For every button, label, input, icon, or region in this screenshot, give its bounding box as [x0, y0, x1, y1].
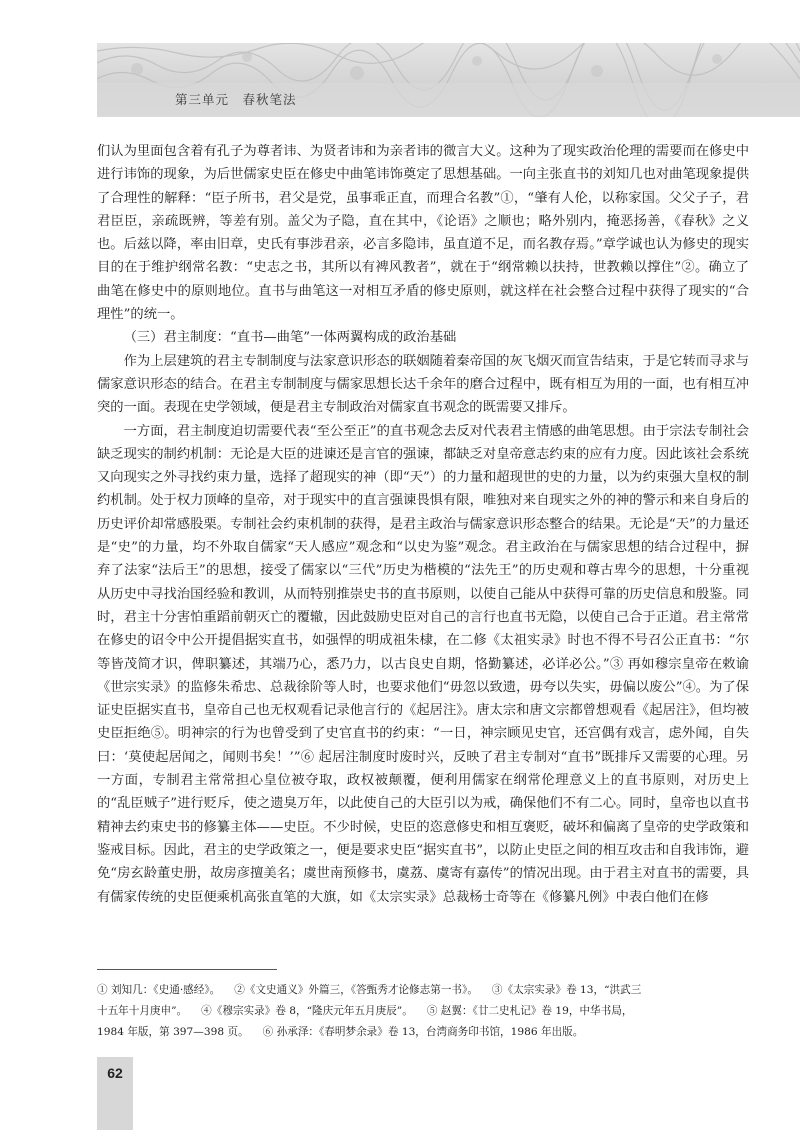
paragraph-3: 一方面，君主制度迫切需要代表“至公至正”的直书观念去反对代表君主情感的曲笔思想。由于宗法专制社会缺乏现实的制约机制：无论是大臣的进谏还是言官的强谏，都缺乏对皇帝意志约束的应有力度。因此该社会系统又向现实之外寻找约束力量，选择了超现实的神（即“天”）的力量和超现世的史的力量，以为约束强大皇权的制约机制。处于权力顶峰的皇帝，对于现实中的直言强谏畏惧有限，唯独对来自现实之外的神的警示和来自身后的历史评价却常感股栗。专制社会约束机制的获得，是君主政治与儒家意识形态整合的结果。无论是“天”的力量还是“史”的力量，均不外取自儒家“天人感应”观念和“以史为鉴”观念。君主政治在与儒家思想的结合过程中，摒弃了法家“法后王”的思想，接受了儒家以“三代”历史为楷模的“法先王”的历史观和尊古卑今的思想，十分重视从历史中寻找治国经验和教训，从而特别推崇史书的直书原则，以使自己能从中获得可靠的历史信息和殷鉴。同时，君主十分害怕重蹈前朝灭亡的覆辙，因此鼓励史臣对自己的言行也直书无隐，以使自己合于正道。君主常常在修史的诏令中公开提倡据实直书，如强悍的明成祖朱棣，在二修《太祖实录》时也不得不号召公正直书：“尔等皆茂简才识，俾职纂述，其端乃心，悉乃力，以古良史自期，恪勤纂述，必详必公。”③ 再如穆宗皇帝在敕谕《世宗实录》的监修朱希忠、总裁徐阶等人时，也要求他们“毋忽以致遗，毋夸以失实，毋偏以废公”④。为了保证史臣据实直书，皇帝自己也无权观看记录他言行的《起居注》。唐太宗和唐文宗都曾想观看《起居注》，但均被史臣拒绝⑤。明神宗的行为也曾受到了史官直书的约束：“一日，神宗顾见史官，还宫偶有戏言，虑外闻，自失曰：‘莫使起居闻之，闻则书矣！’”⑥ 起居注制度时废时兴，反映了君主专制对“直书”既排斥又需要的心理。另一方面，专制君主常常担心皇位被夺取，政权被颠覆，便利用儒家在纲常伦理意义上的直书原则，对历史上的“乱臣贼子”进行贬斥，使之遗臭万年，以此使自己的大臣引以为戒，确保他们不有二心。同时，皇帝也以直书精神去约束史书的修纂主体——史臣。不少时候，史臣的恣意修史和相互褒贬，破坏和偏离了皇帝的史学政策和鉴戒目标。因此，君主的史学政策之一，便是要求史臣“据实直书”，以防止史臣之间的相互攻击和自我讳饰，避免“房玄龄董史册，故房彦擅美名；虞世南预修书，虞荔、虞寄有嘉传”的情况出现。由于君主对直书的需要，具有儒家传统的史臣便乘机高张直笔的大旗，如《太宗实录》总裁杨士奇等在《修纂凡例》中表白他们在修: [97, 423, 749, 905]
footnote-3-part-1: ③《太宗实录》卷 13，“洪武三: [491, 984, 642, 996]
paragraph-2: 作为上层建筑的君主专制制度与法家意识形态的联姻随着秦帝国的灰飞烟灭而宣告结束，于是它转而寻求与儒家意识形态的结合。在君主专制制度与儒家思想长达千余年的磨合过程中，既有相互为用的一面，也有相互冲突的一面。表现在史学领域，便是君主专制政治对儒家直书观念的既需要又排斥。: [97, 353, 749, 416]
footnotes: [97, 980, 757, 1043]
footnote-2: ②《文史通义》外篇三，《答甄秀才论修志第一书》。: [234, 984, 478, 996]
page-number: 62: [107, 1065, 123, 1081]
footnote-5-part-1: ⑤ 赵翼：《廿二史札记》卷 19，中华书局，: [426, 1005, 633, 1017]
footnote-4: ④《穆宗实录》卷 8，“隆庆元年五月庚辰”。: [201, 1005, 413, 1017]
footnote-1: ① 刘知几：《史通·感经》。: [97, 984, 221, 996]
footnote-5-part-2: 1984 年版，第 397—398 页。: [97, 1026, 249, 1038]
footnote-divider: [97, 969, 277, 970]
footnote-3-part-2: 十五年十月庚申”。: [97, 1005, 188, 1017]
section-heading: （三）君主制度：“直书—曲笔”一体两翼构成的政治基础: [123, 330, 457, 346]
footnote-line-3: [97, 1022, 757, 1043]
paragraph-1: 们认为里面包含着有孔子为尊者讳、为贤者讳和为亲者讳的微言大义。这种为了现实政治伦理的需要而在修史中进行讳饰的现象，为后世儒家史臣在修史中曲笔讳饰奠定了思想基础。一向主张直书的刘知几也对曲笔现象提供了合理性的解释：“臣子所书，君父是党，虽事乖正直，而理合名教”①，“肇有人伦，以称家国。父父子子，君君臣臣，亲疏既辨，等差有别。盖父为子隐，直在其中，《论语》之顺也；略外别内，掩恶扬善，《春秋》之义也。后兹以降，率由旧章，史氏有事涉君亲，必言多隐讳，虽直道不足，而名教存焉。”章学诚也认为修史的现实目的在于维护纲常名教：“史志之书，其所以有裨风教者”，就在于“纲常赖以扶持，世教赖以撑住”②。确立了曲笔在修史中的原则地位。直书与曲笔这一对相互矛盾的修史原则，就这样在社会整合过程中获得了现实的“合理性”的统一。: [97, 144, 749, 323]
page-number-tab: [97, 1057, 133, 1130]
footnote-line-2: [97, 1001, 757, 1022]
footnote-line-1: [97, 980, 757, 1001]
page-header-banner: [97, 43, 800, 117]
unit-title: 第三单元 春秋笔法: [175, 92, 297, 107]
body-text: [97, 140, 749, 909]
footnote-6: ⑥ 孙承泽：《春明梦余录》卷 13，台湾商务印书馆，1986 年出版。: [262, 1026, 584, 1038]
